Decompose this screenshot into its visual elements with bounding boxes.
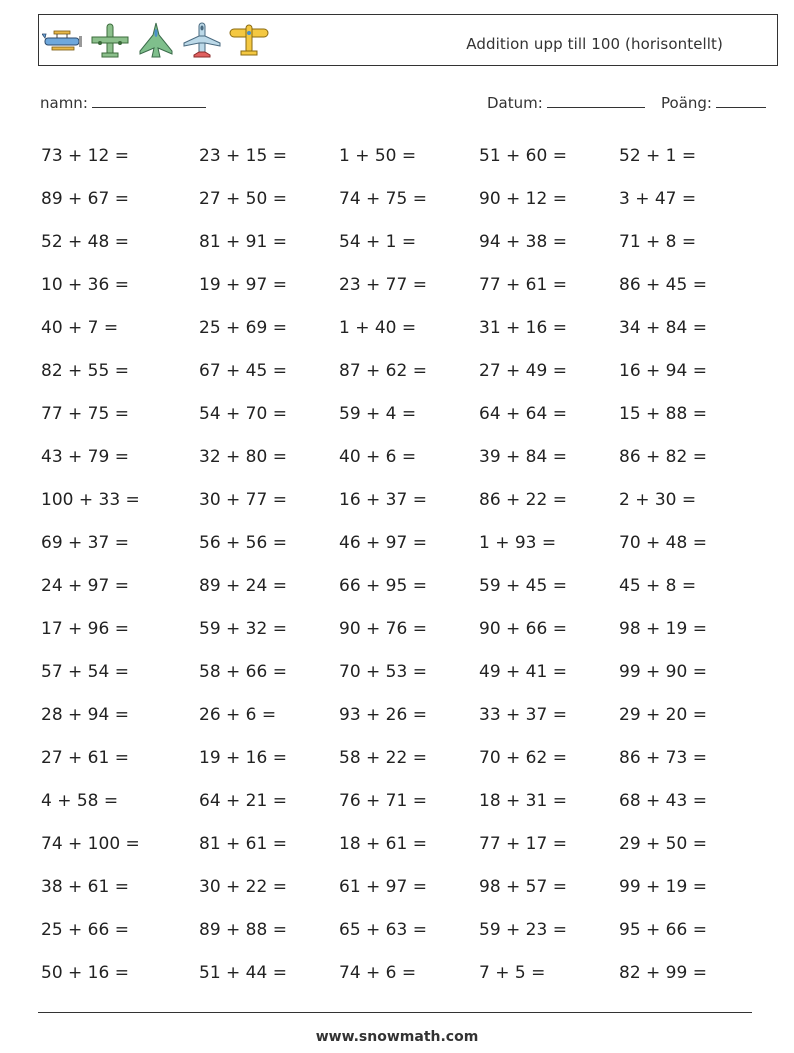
propeller-plane-icon <box>90 21 130 61</box>
problem-item: 89 + 24 = <box>199 576 287 596</box>
problem-row <box>41 782 761 818</box>
problem-row <box>41 868 761 904</box>
problem-item: 86 + 22 = <box>479 490 567 510</box>
problem-item: 43 + 79 = <box>41 447 129 467</box>
problem-row <box>41 395 761 431</box>
footer-website: www.snowmath.com <box>315 1029 479 1045</box>
problem-item: 50 + 16 = <box>41 963 129 983</box>
problem-item: 100 + 33 = <box>41 490 140 510</box>
problem-row <box>41 825 761 861</box>
name-label: namn: <box>40 94 88 112</box>
problem-item: 27 + 50 = <box>199 189 287 209</box>
problem-row <box>41 696 761 732</box>
problem-item: 66 + 95 = <box>339 576 427 596</box>
problem-row <box>41 438 761 474</box>
problem-item: 1 + 40 = <box>339 318 417 338</box>
problem-item: 27 + 61 = <box>41 748 129 768</box>
problem-item: 59 + 23 = <box>479 920 567 940</box>
jet-fighter-icon <box>136 21 176 61</box>
problem-item: 86 + 45 = <box>619 275 707 295</box>
header-box <box>38 14 778 66</box>
problem-item: 3 + 47 = <box>619 189 697 209</box>
problem-item: 58 + 66 = <box>199 662 287 682</box>
problem-row <box>41 180 761 216</box>
problem-item: 29 + 20 = <box>619 705 707 725</box>
yellow-plane-icon <box>228 21 270 61</box>
problem-item: 98 + 57 = <box>479 877 567 897</box>
problem-item: 54 + 1 = <box>339 232 417 252</box>
problem-row <box>41 223 761 259</box>
problem-item: 18 + 61 = <box>339 834 427 854</box>
problem-item: 59 + 32 = <box>199 619 287 639</box>
problem-item: 4 + 58 = <box>41 791 119 811</box>
problem-item: 18 + 31 = <box>479 791 567 811</box>
problem-item: 70 + 53 = <box>339 662 427 682</box>
problem-item: 56 + 56 = <box>199 533 287 553</box>
problem-row <box>41 524 761 560</box>
problem-item: 19 + 16 = <box>199 748 287 768</box>
problem-row <box>41 266 761 302</box>
problem-item: 32 + 80 = <box>199 447 287 467</box>
problem-item: 89 + 88 = <box>199 920 287 940</box>
problem-item: 52 + 48 = <box>41 232 129 252</box>
problem-item: 68 + 43 = <box>619 791 707 811</box>
problem-item: 67 + 45 = <box>199 361 287 381</box>
problem-item: 81 + 91 = <box>199 232 287 252</box>
problem-item: 23 + 15 = <box>199 146 287 166</box>
problem-row <box>41 739 761 775</box>
biplane-icon <box>42 26 84 56</box>
problem-item: 46 + 97 = <box>339 533 427 553</box>
problem-row <box>41 352 761 388</box>
problem-item: 64 + 64 = <box>479 404 567 424</box>
problem-item: 23 + 77 = <box>339 275 427 295</box>
date-blank[interactable] <box>547 93 645 108</box>
problem-item: 58 + 22 = <box>339 748 427 768</box>
problem-item: 77 + 17 = <box>479 834 567 854</box>
problem-item: 30 + 22 = <box>199 877 287 897</box>
problem-item: 70 + 48 = <box>619 533 707 553</box>
problem-item: 74 + 6 = <box>339 963 417 983</box>
date-field <box>487 93 645 112</box>
problem-item: 2 + 30 = <box>619 490 697 510</box>
name-blank[interactable] <box>92 93 206 108</box>
problem-row <box>41 481 761 517</box>
problem-item: 10 + 36 = <box>41 275 129 295</box>
problem-item: 30 + 77 = <box>199 490 287 510</box>
problem-item: 51 + 44 = <box>199 963 287 983</box>
problem-item: 25 + 69 = <box>199 318 287 338</box>
problem-item: 16 + 94 = <box>619 361 707 381</box>
problem-item: 1 + 50 = <box>339 146 417 166</box>
problem-item: 57 + 54 = <box>41 662 129 682</box>
problem-item: 86 + 82 = <box>619 447 707 467</box>
problem-item: 98 + 19 = <box>619 619 707 639</box>
problem-row <box>41 137 761 173</box>
score-field <box>661 93 766 112</box>
problem-row <box>41 610 761 646</box>
page-title: Addition upp till 100 (horisontellt) <box>466 35 723 53</box>
problem-item: 59 + 45 = <box>479 576 567 596</box>
problem-item: 52 + 1 = <box>619 146 697 166</box>
problem-item: 82 + 55 = <box>41 361 129 381</box>
problem-item: 25 + 66 = <box>41 920 129 940</box>
problem-item: 86 + 73 = <box>619 748 707 768</box>
problem-item: 94 + 38 = <box>479 232 567 252</box>
problem-item: 73 + 12 = <box>41 146 129 166</box>
problem-item: 74 + 75 = <box>339 189 427 209</box>
problem-item: 27 + 49 = <box>479 361 567 381</box>
problem-item: 64 + 21 = <box>199 791 287 811</box>
problem-item: 65 + 63 = <box>339 920 427 940</box>
problem-item: 81 + 61 = <box>199 834 287 854</box>
problem-item: 74 + 100 = <box>41 834 140 854</box>
problem-item: 45 + 8 = <box>619 576 697 596</box>
problem-item: 59 + 4 = <box>339 404 417 424</box>
problem-item: 17 + 96 = <box>41 619 129 639</box>
problem-item: 19 + 97 = <box>199 275 287 295</box>
problem-item: 31 + 16 = <box>479 318 567 338</box>
problem-row <box>41 911 761 947</box>
problem-item: 93 + 26 = <box>339 705 427 725</box>
problem-item: 7 + 5 = <box>479 963 546 983</box>
problem-item: 99 + 19 = <box>619 877 707 897</box>
problem-item: 70 + 62 = <box>479 748 567 768</box>
problem-item: 87 + 62 = <box>339 361 427 381</box>
problem-row <box>41 653 761 689</box>
problem-item: 90 + 12 = <box>479 189 567 209</box>
score-label: Poäng: <box>661 94 712 112</box>
problem-item: 82 + 99 = <box>619 963 707 983</box>
problem-item: 90 + 66 = <box>479 619 567 639</box>
problem-item: 61 + 97 = <box>339 877 427 897</box>
problem-item: 33 + 37 = <box>479 705 567 725</box>
problem-item: 69 + 37 = <box>41 533 129 553</box>
problem-item: 77 + 61 = <box>479 275 567 295</box>
problem-item: 49 + 41 = <box>479 662 567 682</box>
problem-item: 34 + 84 = <box>619 318 707 338</box>
problem-item: 38 + 61 = <box>41 877 129 897</box>
problem-row <box>41 954 761 990</box>
problem-row <box>41 309 761 345</box>
problem-item: 40 + 7 = <box>41 318 119 338</box>
problem-item: 29 + 50 = <box>619 834 707 854</box>
problem-item: 89 + 67 = <box>41 189 129 209</box>
problem-item: 24 + 97 = <box>41 576 129 596</box>
problem-item: 16 + 37 = <box>339 490 427 510</box>
problem-item: 54 + 70 = <box>199 404 287 424</box>
footer-divider <box>38 1012 752 1013</box>
problem-item: 99 + 90 = <box>619 662 707 682</box>
problem-row <box>41 567 761 603</box>
problem-item: 40 + 6 = <box>339 447 417 467</box>
date-label: Datum: <box>487 94 543 112</box>
problem-item: 15 + 88 = <box>619 404 707 424</box>
problem-item: 39 + 84 = <box>479 447 567 467</box>
problem-item: 76 + 71 = <box>339 791 427 811</box>
problem-item: 26 + 6 = <box>199 705 277 725</box>
airliner-icon <box>182 21 222 61</box>
problem-item: 51 + 60 = <box>479 146 567 166</box>
problem-item: 71 + 8 = <box>619 232 697 252</box>
score-blank[interactable] <box>716 93 766 108</box>
header-icons <box>42 19 270 63</box>
problem-item: 28 + 94 = <box>41 705 129 725</box>
problem-item: 95 + 66 = <box>619 920 707 940</box>
problem-item: 77 + 75 = <box>41 404 129 424</box>
problem-item: 90 + 76 = <box>339 619 427 639</box>
name-field <box>40 93 206 112</box>
problem-item: 1 + 93 = <box>479 533 557 553</box>
